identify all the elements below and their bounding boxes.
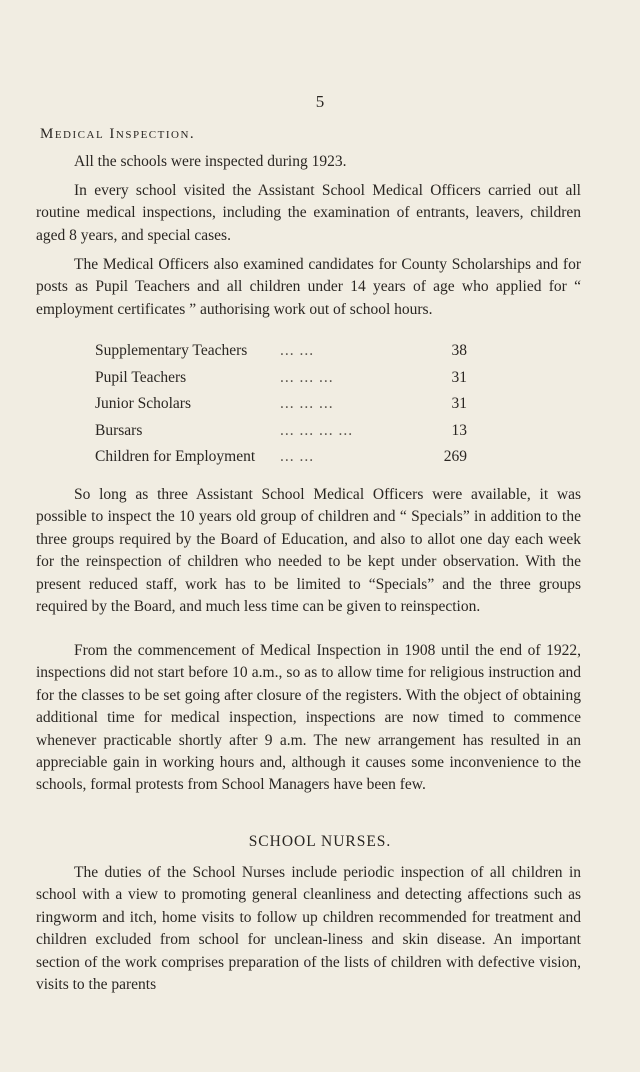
page-number: 5	[315, 92, 325, 111]
row-label: Supplementary Teachers	[95, 342, 248, 359]
row-label: Bursars	[95, 421, 143, 439]
row-value: 31	[451, 368, 467, 386]
paragraph-4: So long as three Assistant School Medical Officers were available, it was possible to inspect the 10 years old group of children and “ Specials” in addition to the three groups required by the Board of Education, and also to allot one day each week for the reinspection of children who needed to be kept under observation. With the present reduced staff, work has to be limited to “Specials” and the three groups required by the Board, and much less time can be given to reinspection.	[36, 486, 581, 616]
examinations-table	[95, 342, 485, 475]
section-heading-school-nurses: SCHOOL NURSES.	[248, 833, 392, 850]
leader-dots: ... ... ...	[280, 395, 334, 412]
leader-dots: ... ... ... ...	[280, 421, 354, 439]
leader-dots: ... ...	[280, 448, 315, 465]
row-value: 38	[451, 342, 467, 359]
leader-dots: ... ...	[280, 342, 315, 359]
paragraph-5: From the commencement of Medical Inspection in 1908 until the end of 1922, inspections did not start before 10 a.m., so as to allow time for religious instruction and for the classes to be set going after closure of the registers. With the object of obtaining additional time for medical inspection, inspections are now timed to commence whenever practicable shortly after 9 a.m. The new arrangement has resulted in an appreciable gain in working hours and, although it causes some inconvenience to the schools, formal protests from School Managers have been few.	[36, 642, 581, 794]
row-label: Children for Employment	[95, 448, 256, 465]
table-row	[95, 369, 485, 396]
paragraph-2: In every school visited the Assistant School Medical Officers carried out all routine medical inspections, including the examination of entrants, leavers, children aged 8 years, and special cases.	[36, 182, 581, 244]
paragraph-3: The Medical Officers also examined candidates for County Scholarships and for posts as Pupil Teachers and all children under 14 years of age who applied for “ employment certificates ” authorising work out of school hours.	[36, 256, 581, 318]
section-heading-medical-inspection: Medical Inspection.	[40, 126, 196, 142]
table-row	[95, 422, 485, 449]
row-label: Junior Scholars	[95, 395, 192, 412]
table-row	[95, 395, 485, 422]
paragraph-1: All the schools were inspected during 1923.	[74, 153, 347, 170]
row-label: Pupil Teachers	[95, 368, 187, 386]
row-value: 269	[443, 448, 467, 465]
table-row	[95, 342, 485, 369]
leader-dots: ... ... ...	[280, 368, 334, 386]
row-value: 31	[451, 395, 467, 412]
table-row	[95, 448, 485, 475]
row-value: 13	[451, 421, 467, 439]
paragraph-6: The duties of the School Nurses include periodic inspection of all children in school with a view to promoting general cleanliness and detecting affections such as ringworm and itch, home visits to follow up children recommended for treatment and children excluded from school for unclean-liness and skin disease. An important section of the work comprises preparation of the lists of children with defective vision, visits to the parents	[36, 864, 581, 994]
